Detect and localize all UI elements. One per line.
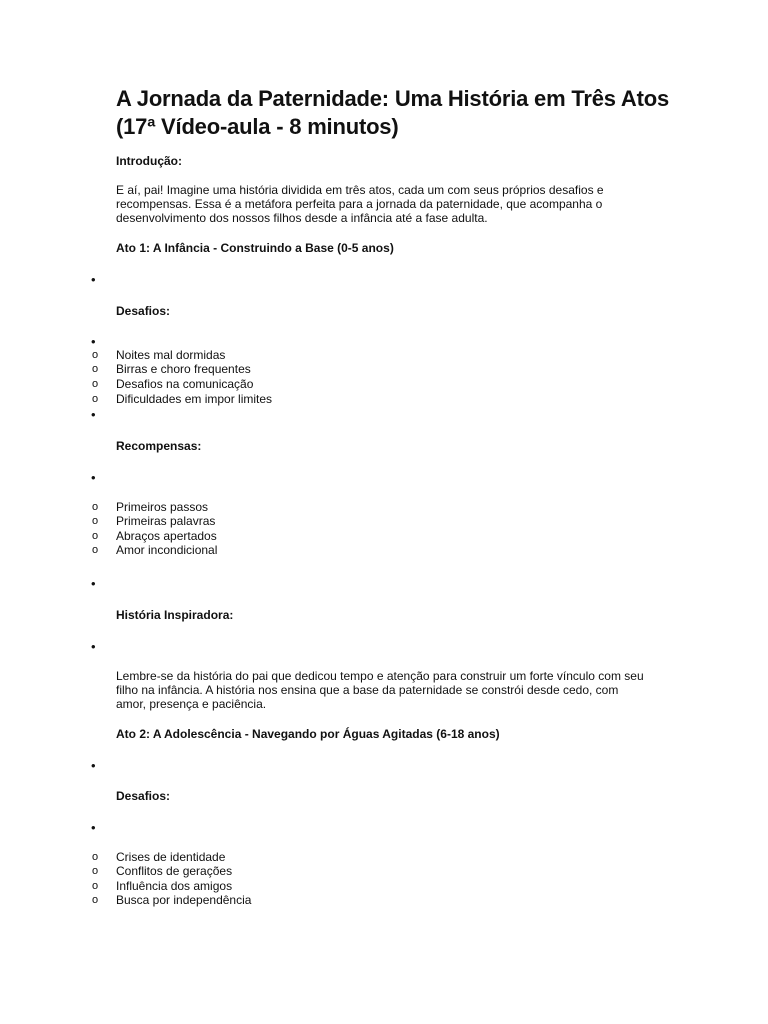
sub-bullet-mark: o bbox=[92, 894, 99, 906]
sub-bullet-mark: o bbox=[92, 544, 99, 556]
sub-bullet-mark: o bbox=[92, 378, 99, 390]
list-item bbox=[0, 529, 400, 544]
act1-challenges-heading: Desafios: bbox=[116, 304, 171, 318]
act2-heading: Ato 2: A Adolescência - Navegando por Águas Agitadas (6-18 anos) bbox=[116, 727, 500, 741]
sub-bullet-mark: o bbox=[92, 349, 99, 361]
list-item bbox=[0, 850, 400, 865]
sub-bullet-mark: o bbox=[92, 880, 99, 892]
list-item-text: Primeiros passos bbox=[116, 500, 209, 514]
bullet-point: • bbox=[91, 334, 96, 349]
act1-heading: Ato 1: A Infância - Construindo a Base (0-5 anos) bbox=[116, 241, 394, 255]
list-item-text: Primeiras palavras bbox=[116, 514, 216, 528]
act1-story-paragraph: Lembre-se da história do pai que dedicou tempo e atenção para construir um forte vínculo com seu filho na infância. A história nos ensina que a base da paternidade se constrói desde cedo, com amor, presença e paciência. bbox=[116, 669, 644, 711]
list-item bbox=[0, 500, 400, 515]
act2-challenges-heading: Desafios: bbox=[116, 789, 171, 803]
bullet-point: • bbox=[91, 576, 96, 591]
bullet-point: • bbox=[91, 820, 96, 835]
list-item bbox=[0, 893, 400, 908]
bullet-point: • bbox=[91, 639, 96, 654]
bullet-point: • bbox=[91, 470, 96, 485]
sub-bullet-mark: o bbox=[92, 851, 99, 863]
list-item bbox=[0, 879, 400, 894]
bullet-point: • bbox=[91, 272, 96, 287]
intro-paragraph: E aí, pai! Imagine uma história dividida em três atos, cada um com seus próprios desafios e recompensas. Essa é a metáfora perfeita para a jornada da paternidade, que acompanha o desenvolvimento dos nossos filhos desde a infância até a fase adulta. bbox=[116, 183, 604, 225]
list-item-text: Busca por independência bbox=[116, 893, 252, 907]
bullet-point: • bbox=[91, 758, 96, 773]
sub-bullet-mark: o bbox=[92, 363, 99, 375]
sub-bullet-mark: o bbox=[92, 515, 99, 527]
list-item bbox=[0, 377, 400, 392]
list-item-text: Influência dos amigos bbox=[116, 879, 233, 893]
list-item-text: Desafios na comunicação bbox=[116, 377, 254, 391]
list-item-text: Abraços apertados bbox=[116, 529, 217, 543]
list-item bbox=[0, 543, 400, 558]
list-item-text: Birras e choro frequentes bbox=[116, 362, 251, 376]
sub-bullet-mark: o bbox=[92, 530, 99, 542]
list-item bbox=[0, 514, 400, 529]
bullet-point: • bbox=[91, 407, 96, 422]
sub-bullet-mark: o bbox=[92, 393, 99, 405]
sub-bullet-mark: o bbox=[92, 501, 99, 513]
list-item-text: Amor incondicional bbox=[116, 543, 218, 557]
list-item bbox=[0, 348, 400, 363]
act1-rewards-heading: Recompensas: bbox=[116, 439, 202, 453]
list-item-text: Crises de identidade bbox=[116, 850, 226, 864]
act1-story-heading: História Inspiradora: bbox=[116, 608, 234, 622]
list-item-text: Dificuldades em impor limites bbox=[116, 392, 273, 406]
list-item bbox=[0, 392, 400, 407]
list-item bbox=[0, 362, 400, 377]
list-item-text: Noites mal dormidas bbox=[116, 348, 226, 362]
intro-heading: Introdução: bbox=[116, 154, 182, 168]
list-item bbox=[0, 864, 400, 879]
page-title: A Jornada da Paternidade: Uma História em Três Atos (17ª Vídeo-aula - 8 minutos) bbox=[116, 86, 670, 139]
list-item-text: Conflitos de gerações bbox=[116, 864, 233, 878]
sub-bullet-mark: o bbox=[92, 865, 99, 877]
